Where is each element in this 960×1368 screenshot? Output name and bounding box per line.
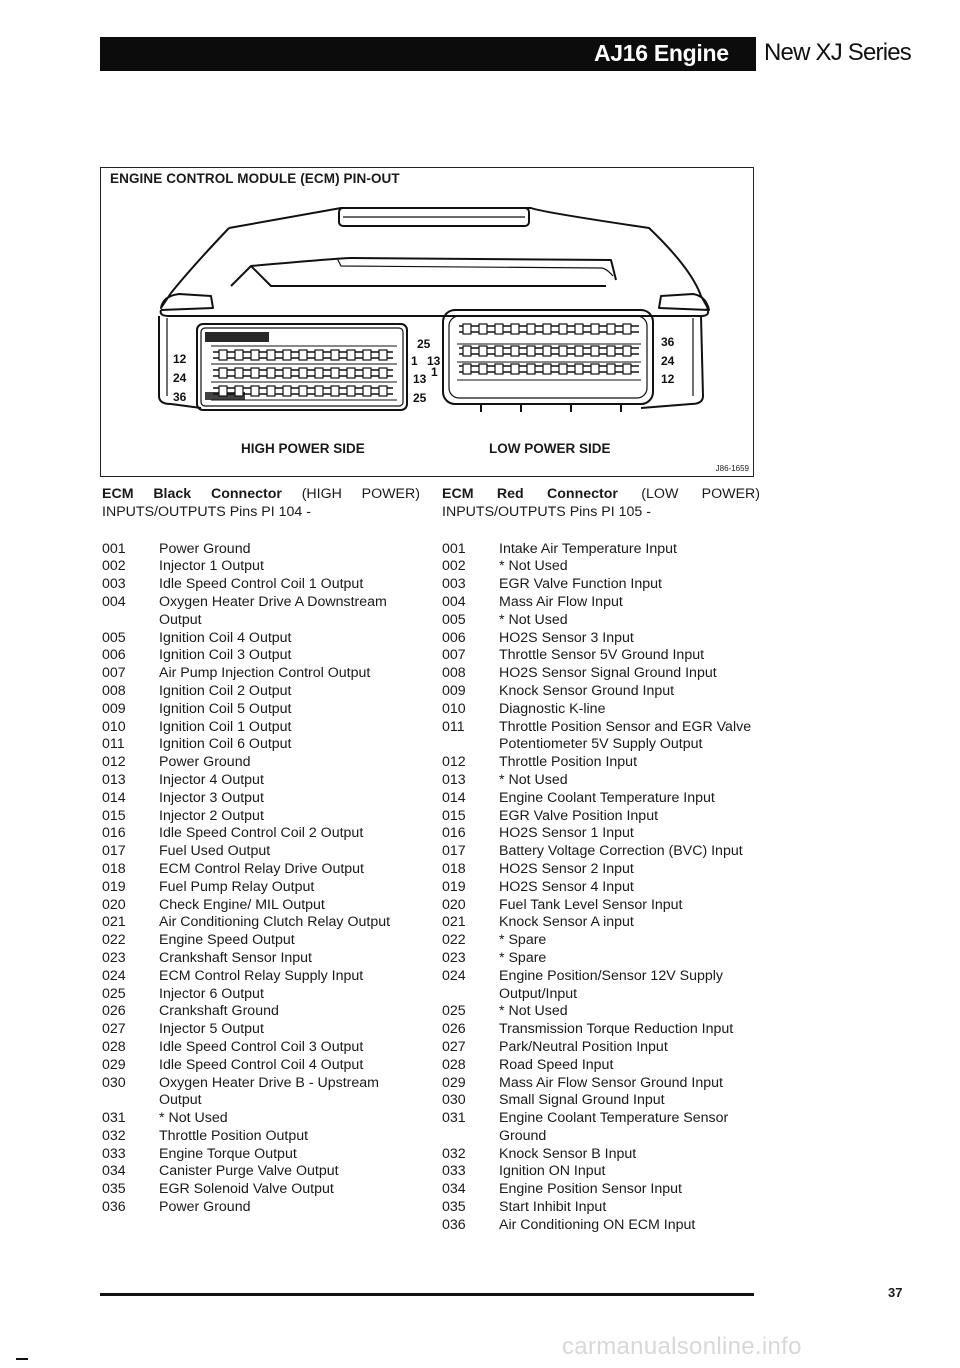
header-title: AJ16 Engine	[594, 40, 729, 66]
pin-number: 034	[102, 1163, 126, 1180]
corner-mark	[16, 1358, 28, 1360]
pin-description: Air Conditioning ON ECM Input	[499, 1216, 696, 1233]
figure-reference: J86-1659	[715, 464, 749, 473]
left-pin-label-12: 12	[173, 352, 187, 366]
pin-row	[442, 754, 760, 772]
pin-number: 001	[102, 540, 126, 557]
pin-row	[102, 1146, 420, 1164]
pin-row	[442, 719, 760, 755]
pin-description: Injector 3 Output	[159, 789, 264, 806]
red-connector-heading	[442, 486, 760, 504]
inner-pin-label-b: 1	[411, 354, 418, 368]
pin-description: Engine Speed Output	[159, 932, 295, 949]
pin-row	[102, 932, 420, 950]
pin-description: EGR Valve Position Input	[499, 807, 659, 824]
figure-title: ENGINE CONTROL MODULE (ECM) PIN-OUT	[110, 171, 400, 186]
pin-number: 005	[442, 611, 466, 628]
inner-pin-label-e: 1	[431, 365, 438, 379]
pin-number: 024	[102, 967, 126, 984]
pin-row	[102, 843, 420, 861]
pin-row	[442, 541, 760, 559]
pin-number: 016	[442, 825, 466, 842]
pin-description: Diagnostic K-line	[499, 700, 606, 717]
pin-row	[102, 594, 420, 630]
pin-row	[102, 630, 420, 648]
pin-row	[102, 1003, 420, 1021]
pin-description: Power Ground	[159, 754, 251, 771]
pin-number: 003	[442, 576, 466, 593]
pin-description: Engine Coolant Temperature Input	[499, 789, 715, 806]
pin-number: 010	[102, 718, 126, 735]
pin-description: Fuel Used Output	[159, 843, 271, 860]
pin-number: 015	[442, 807, 466, 824]
pin-description: Engine Coolant Temperature Sensor Ground	[499, 1110, 729, 1144]
pin-description: Idle Speed Control Coil 3 Output	[159, 1038, 364, 1055]
pin-number: 030	[102, 1074, 126, 1091]
pin-number: 026	[442, 1021, 466, 1038]
pin-number: 035	[442, 1199, 466, 1216]
pin-number: 007	[442, 647, 466, 664]
pin-number: 018	[102, 860, 126, 877]
pin-number: 028	[102, 1038, 126, 1055]
pin-row	[102, 808, 420, 826]
pin-number: 026	[102, 1003, 126, 1020]
low-power-side-label: LOW POWER SIDE	[489, 441, 611, 456]
pin-description: * Spare	[499, 932, 547, 949]
pin-number: 024	[442, 967, 466, 984]
header-subtitle: New XJ Series	[764, 39, 911, 66]
pin-number: 013	[442, 771, 466, 788]
pin-number: 025	[102, 985, 126, 1002]
pin-description: Knock Sensor A input	[499, 914, 634, 931]
pin-row	[102, 701, 420, 719]
pin-description: Ignition Coil 6 Output	[159, 736, 292, 753]
header-divider	[756, 37, 762, 71]
pin-description: Injector 2 Output	[159, 807, 264, 824]
pin-description: Park/Neutral Position Input	[499, 1038, 668, 1055]
pin-description: Engine Position Sensor Input	[499, 1181, 682, 1198]
pin-row	[102, 986, 420, 1004]
pin-description: Road Speed Input	[499, 1056, 614, 1073]
pin-number: 029	[442, 1074, 466, 1091]
pin-row	[442, 1021, 760, 1039]
pin-description: ECM Control Relay Drive Output	[159, 860, 364, 877]
ecm-pinout-figure	[100, 167, 754, 477]
pin-description: Fuel Pump Relay Output	[159, 878, 315, 895]
black-connector-power: (HIGH POWER)	[281, 486, 420, 502]
pin-row	[102, 950, 420, 968]
ecm-connector-illustration	[101, 168, 753, 476]
pin-number: 010	[442, 700, 466, 717]
pin-description: Throttle Position Sensor and EGR Valve Potentiometer 5V Supply Output	[499, 718, 752, 753]
pin-number: 002	[102, 558, 126, 575]
pin-row	[102, 1075, 420, 1111]
pin-row	[442, 808, 760, 826]
pin-row	[442, 1146, 760, 1164]
pin-description: Ignition Coil 1 Output	[159, 718, 292, 735]
left-pin-label-36: 36	[173, 390, 187, 404]
pin-description: Ignition Coil 3 Output	[159, 647, 292, 664]
pin-row	[102, 647, 420, 665]
red-connector-subheading: INPUTS/OUTPUTS Pins PI 105 -	[442, 503, 651, 520]
pin-number: 012	[102, 754, 126, 771]
pin-number: 004	[442, 593, 466, 610]
pin-description: HO2S Sensor 4 Input	[499, 878, 634, 895]
pin-description: HO2S Sensor Signal Ground Input	[499, 665, 717, 682]
pin-description: Transmission Torque Reduction Input	[499, 1021, 734, 1038]
pin-description: Canister Purge Valve Output	[159, 1163, 339, 1180]
pin-row	[102, 576, 420, 594]
pin-row	[442, 1199, 760, 1217]
pin-row	[442, 701, 760, 719]
red-connector-power: (LOW POWER)	[617, 486, 760, 502]
pin-description: * Not Used	[499, 558, 568, 575]
pin-description: Engine Position/Sensor 12V Supply Output/Input	[499, 967, 723, 1002]
pin-number: 025	[442, 1003, 466, 1020]
pin-number: 005	[102, 629, 126, 646]
pin-row	[102, 719, 420, 737]
pin-row	[442, 558, 760, 576]
pin-row	[102, 558, 420, 576]
pin-description: Knock Sensor Ground Input	[499, 682, 675, 699]
red-connector-title: ECM Red Connector	[442, 486, 618, 502]
pin-number: 028	[442, 1056, 466, 1073]
left-pin-label-24: 24	[173, 371, 187, 385]
pin-description: Injector 4 Output	[159, 771, 264, 788]
pin-row	[442, 1217, 760, 1235]
pin-number: 020	[102, 896, 126, 913]
red-connector-pin-list	[442, 541, 760, 1235]
pin-description: EGR Valve Function Input	[499, 576, 662, 593]
pin-row	[102, 1181, 420, 1199]
pin-number: 036	[102, 1199, 126, 1216]
pin-number: 030	[442, 1092, 466, 1109]
pin-description: Ignition ON Input	[499, 1163, 606, 1180]
pin-description: Small Signal Ground Input	[499, 1092, 665, 1109]
pin-description: Battery Voltage Correction (BVC) Input	[499, 843, 743, 860]
pin-number: 032	[442, 1145, 466, 1162]
pin-description: Ignition Coil 2 Output	[159, 682, 292, 699]
black-connector-column	[102, 486, 420, 1217]
pin-number: 021	[102, 914, 126, 931]
pin-description: HO2S Sensor 3 Input	[499, 629, 634, 646]
pin-row	[102, 914, 420, 932]
pin-row	[102, 1199, 420, 1217]
pin-description: Idle Speed Control Coil 2 Output	[159, 825, 364, 842]
pin-row	[442, 1110, 760, 1146]
pin-description: Air Conditioning Clutch Relay Output	[159, 914, 391, 931]
pin-row	[102, 879, 420, 897]
pin-number: 027	[102, 1021, 126, 1038]
pin-row	[102, 736, 420, 754]
inner-pin-label-f: 25	[413, 391, 427, 405]
pin-description: Injector 5 Output	[159, 1021, 264, 1038]
pin-row	[102, 683, 420, 701]
pin-number: 033	[442, 1163, 466, 1180]
pin-number: 035	[102, 1181, 126, 1198]
pin-number: 033	[102, 1145, 126, 1162]
pin-number: 016	[102, 825, 126, 842]
pin-description: Air Pump Injection Control Output	[159, 665, 371, 682]
pin-number: 017	[442, 843, 466, 860]
pin-row	[102, 1128, 420, 1146]
page-number: 37	[888, 1285, 903, 1300]
pin-row	[102, 1110, 420, 1128]
pin-description: EGR Solenoid Valve Output	[159, 1181, 334, 1198]
pin-number: 020	[442, 896, 466, 913]
inner-pin-label-d: 13	[413, 372, 427, 386]
pin-number: 022	[442, 932, 466, 949]
inner-pin-label-c: 13	[427, 354, 441, 368]
pin-row	[102, 1163, 420, 1181]
pin-number: 003	[102, 576, 126, 593]
pin-row	[102, 1039, 420, 1057]
pin-row	[442, 843, 760, 861]
pin-row	[442, 897, 760, 915]
pin-description: Start Inhibit Input	[499, 1199, 607, 1216]
pin-row	[442, 825, 760, 843]
pin-number: 032	[102, 1127, 126, 1144]
pin-row	[442, 594, 760, 612]
pin-row	[442, 665, 760, 683]
pin-number: 014	[442, 789, 466, 806]
pin-number: 006	[102, 647, 126, 664]
pin-number: 022	[102, 932, 126, 949]
pin-number: 031	[442, 1110, 466, 1127]
pin-description: Idle Speed Control Coil 4 Output	[159, 1056, 364, 1073]
pin-description: Crankshaft Ground	[159, 1003, 279, 1020]
pin-description: * Not Used	[499, 1003, 568, 1020]
pin-number: 002	[442, 558, 466, 575]
pin-number: 015	[102, 807, 126, 824]
pin-number: 036	[442, 1216, 466, 1233]
pin-row	[442, 1003, 760, 1021]
pin-row	[442, 772, 760, 790]
right-pin-label-12: 12	[661, 372, 675, 386]
pin-description: Power Ground	[159, 540, 251, 557]
pin-description: Injector 1 Output	[159, 558, 264, 575]
pin-number: 001	[442, 540, 466, 557]
pin-row	[102, 1057, 420, 1075]
pin-description: Throttle Position Output	[159, 1127, 309, 1144]
pin-description: Mass Air Flow Sensor Ground Input	[499, 1074, 723, 1091]
pin-number: 019	[442, 878, 466, 895]
pin-number: 008	[102, 682, 126, 699]
pin-row	[102, 968, 420, 986]
pin-row	[442, 932, 760, 950]
pin-number: 034	[442, 1181, 466, 1198]
footer-rule	[100, 1293, 754, 1296]
pin-description: Knock Sensor B Input	[499, 1145, 637, 1162]
pin-number: 009	[442, 682, 466, 699]
pin-description: Injector 6 Output	[159, 985, 264, 1002]
pin-row	[442, 879, 760, 897]
pin-row	[102, 541, 420, 559]
black-connector-subheading: INPUTS/OUTPUTS Pins PI 104 -	[102, 503, 311, 520]
pin-row	[442, 968, 760, 1004]
pin-row	[442, 790, 760, 808]
pin-row	[442, 683, 760, 701]
pin-number: 031	[102, 1110, 126, 1127]
pin-row	[102, 665, 420, 683]
pin-number: 011	[442, 718, 465, 735]
high-power-side-label: HIGH POWER SIDE	[241, 441, 365, 456]
pin-row	[102, 790, 420, 808]
pin-description: Ignition Coil 5 Output	[159, 700, 292, 717]
pin-row	[442, 1092, 760, 1110]
pin-description: Check Engine/ MIL Output	[159, 896, 325, 913]
black-connector-heading	[102, 486, 420, 504]
pin-number: 011	[102, 736, 125, 753]
pin-number: 029	[102, 1056, 126, 1073]
pin-description: Ignition Coil 4 Output	[159, 629, 292, 646]
pin-number: 027	[442, 1038, 466, 1055]
pin-number: 018	[442, 860, 466, 877]
pin-row	[442, 576, 760, 594]
right-pin-label-24: 24	[661, 354, 675, 368]
pin-description: * Not Used	[159, 1110, 228, 1127]
pin-row	[442, 630, 760, 648]
website-watermark: carmanualsonline.info	[562, 1333, 802, 1360]
pin-number: 004	[102, 593, 126, 610]
pin-description: Fuel Tank Level Sensor Input	[499, 896, 683, 913]
pin-row	[442, 950, 760, 968]
pin-row	[442, 861, 760, 879]
black-connector-pin-list	[102, 541, 420, 1217]
red-connector-column	[442, 486, 760, 1235]
pin-description: Throttle Position Input	[499, 754, 638, 771]
pin-description: Throttle Sensor 5V Ground Input	[499, 647, 705, 664]
pin-description: HO2S Sensor 1 Input	[499, 825, 634, 842]
pin-description: Idle Speed Control Coil 1 Output	[159, 576, 364, 593]
black-connector-title: ECM Black Connector	[102, 486, 282, 502]
pin-row	[102, 1021, 420, 1039]
pin-number: 007	[102, 665, 126, 682]
pin-row	[102, 861, 420, 879]
pin-description: Oxygen Heater Drive A Downstream Output	[159, 593, 387, 628]
pin-row	[442, 914, 760, 932]
pin-description: Engine Torque Output	[159, 1145, 297, 1162]
pin-row	[442, 647, 760, 665]
pin-description: * Not Used	[499, 611, 568, 628]
pin-row	[442, 1039, 760, 1057]
inner-pin-label-a: 25	[417, 337, 431, 351]
pin-description: ECM Control Relay Supply Input	[159, 967, 364, 984]
pin-number: 023	[102, 949, 126, 966]
pin-row	[442, 1181, 760, 1199]
pin-description: Intake Air Temperature Input	[499, 540, 677, 557]
pin-number: 013	[102, 771, 126, 788]
pin-number: 008	[442, 665, 466, 682]
pin-row	[102, 825, 420, 843]
pin-description: Power Ground	[159, 1199, 251, 1216]
pin-number: 014	[102, 789, 126, 806]
pin-description: * Spare	[499, 949, 547, 966]
pin-description: Crankshaft Sensor Input	[159, 949, 312, 966]
pin-description: HO2S Sensor 2 Input	[499, 860, 634, 877]
pin-description: Mass Air Flow Input	[499, 593, 623, 610]
pin-number: 012	[442, 754, 466, 771]
pin-row	[102, 772, 420, 790]
pin-row	[442, 1075, 760, 1093]
pin-number: 023	[442, 949, 466, 966]
pin-row	[442, 1057, 760, 1075]
pin-description: * Not Used	[499, 771, 568, 788]
pin-row	[102, 897, 420, 915]
pin-row	[442, 1163, 760, 1181]
pin-number: 017	[102, 843, 126, 860]
pin-number: 019	[102, 878, 126, 895]
pin-number: 021	[442, 914, 466, 931]
pin-row	[102, 754, 420, 772]
pin-number: 009	[102, 700, 126, 717]
pin-number: 006	[442, 629, 466, 646]
pin-description: Oxygen Heater Drive B - Upstream Output	[159, 1074, 379, 1109]
pin-row	[442, 612, 760, 630]
right-pin-label-36: 36	[661, 335, 675, 349]
